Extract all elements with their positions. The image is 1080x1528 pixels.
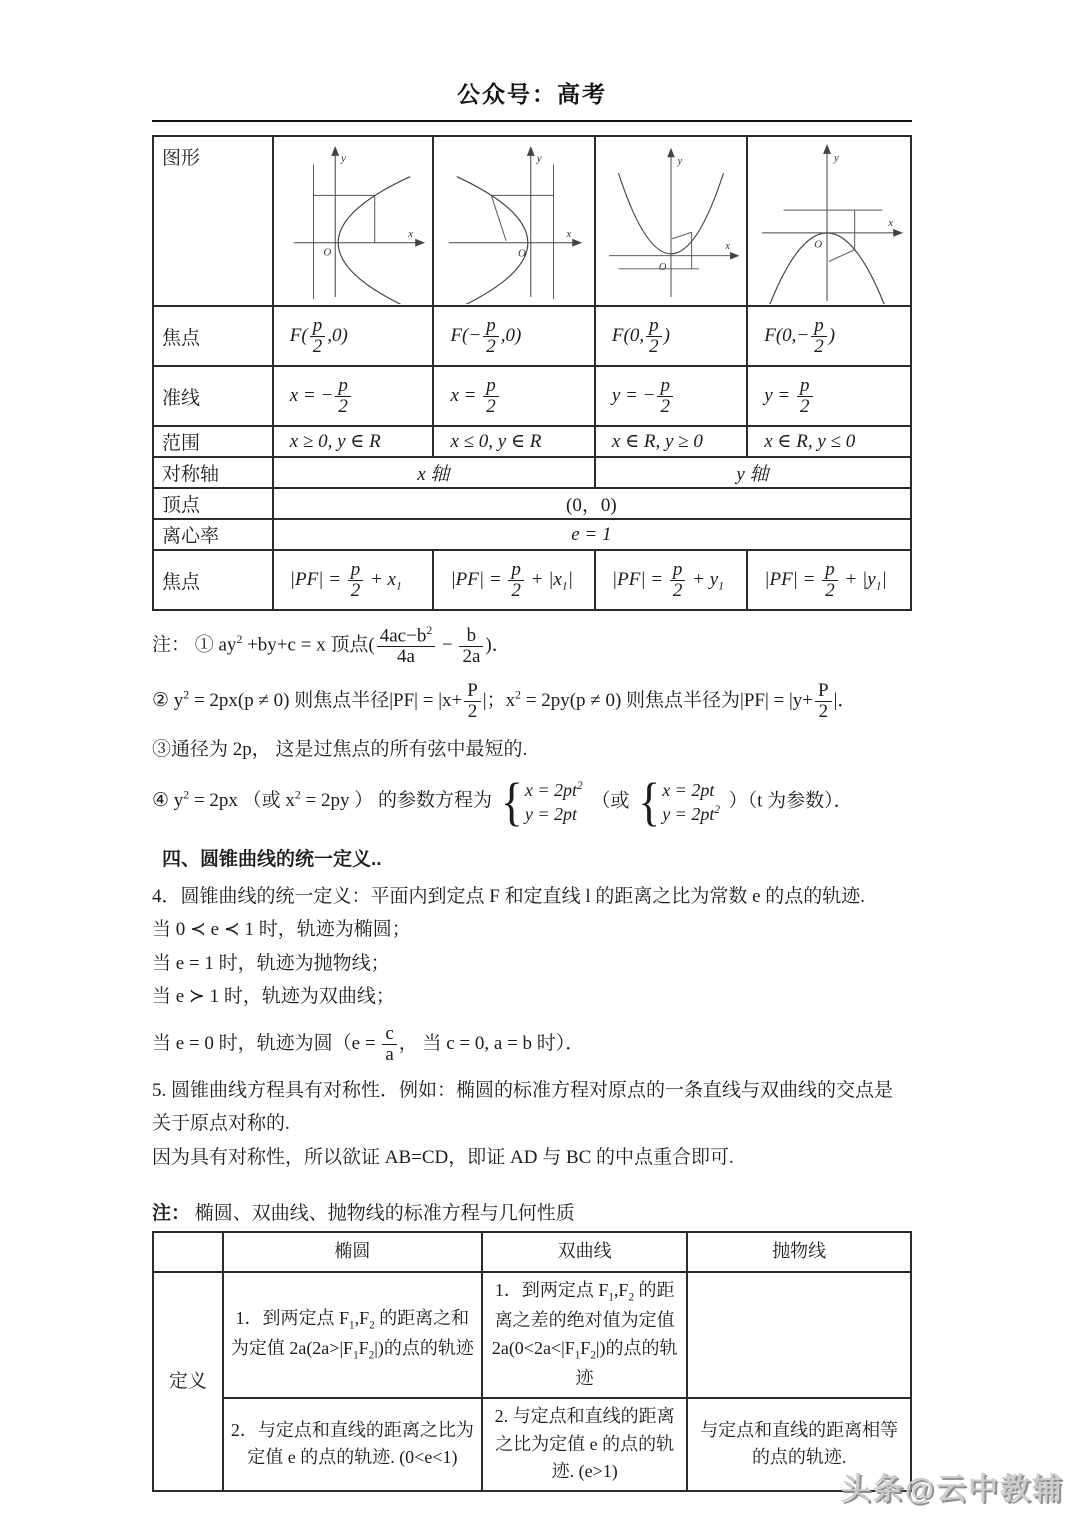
caption-text: 椭圆、双曲线、抛物线的标准方程与几何性质 <box>194 1203 575 1225</box>
note-4-mid: （或 <box>591 790 630 812</box>
row-label-focus: 焦点 <box>153 306 273 366</box>
parabola-right-graph <box>274 138 432 304</box>
focal-radius-cell: |PF| = $\frac{p}{2}$ + $x_1$ <box>273 550 434 610</box>
focal-segment <box>829 250 855 262</box>
x-axis-arrow <box>415 239 425 247</box>
parabola-properties-table <box>152 135 912 611</box>
table-row-graphs <box>153 136 911 306</box>
focus-cell: F( $\frac{p}{2}$ ,0) <box>273 306 434 366</box>
symmetry-axis-x-cell: x 轴 <box>273 457 595 488</box>
y-axis-arrow <box>527 146 535 156</box>
vertex-cell: (0，0) <box>273 488 911 519</box>
note-3: ③通径为 2p， 这是过焦点的所有弦中最短的. <box>152 739 528 761</box>
focal-segment <box>491 195 506 240</box>
focus-cell: F(− $\frac{p}{2}$ ,0) <box>433 306 594 366</box>
header-ellipse: 椭圆 <box>223 1232 482 1272</box>
eccentricity-cell: e = 1 <box>273 519 911 550</box>
parabola-left-graph <box>435 138 593 304</box>
axis-label-y: y <box>834 151 839 164</box>
definition-line: 4．圆锥曲线的统一定义：平面内到定点 F 和定直线 l 的距离之比为常数 e 的点的轨迹. <box>152 885 866 907</box>
section-heading: 四、圆锥曲线的统一定义.. <box>162 849 382 871</box>
range-cell: x ∈ R, y ≤ 0 <box>747 426 911 457</box>
table-row-focus <box>153 306 911 366</box>
graph-cell-down <box>747 136 911 306</box>
focal-segment <box>672 232 692 239</box>
header-parabola: 抛物线 <box>687 1232 911 1272</box>
definition-row-2 <box>153 1398 911 1492</box>
corner-cell <box>153 1232 223 1272</box>
origin-label: O <box>323 246 332 259</box>
focus-cell: F(0,− $\frac{p}{2}$ ) <box>747 306 911 366</box>
x-axis-arrow <box>893 229 903 237</box>
header-divider <box>152 120 912 122</box>
table-row-eccentricity <box>153 519 911 550</box>
graph-cell-right <box>273 136 434 306</box>
row-label-focal-radius: 焦点 <box>153 550 273 610</box>
table-row-focal-radius <box>153 550 911 610</box>
range-cell: x ≤ 0, y ∈ R <box>433 426 594 457</box>
table-row-range <box>153 426 911 457</box>
directrix-cell: x = − $\frac{p}{2}$ <box>273 366 434 426</box>
hyperbola-definition-1: 1．到两定点 $F_1,F_2$ 的距离之差的绝对值为定值 $2a(0<2a<|F_1F_2|)$的点的轨迹 <box>482 1272 687 1398</box>
origin-label: O <box>518 247 526 260</box>
axis-label-y: y <box>341 152 347 165</box>
row-label-symmetry-axis: 对称轴 <box>153 457 273 488</box>
header-hyperbola: 双曲线 <box>482 1232 687 1272</box>
range-cell: x ≥ 0, y ∈ R <box>273 426 434 457</box>
section-unified-definition <box>152 846 912 1172</box>
comparison-header-row <box>153 1232 911 1272</box>
note-2: ② $y^2 = 2px(p \ne 0)$ 则焦点半径|PF| = |x+ $\frac{P}{2}$ |；$x^2 = 2py(p \ne 0)$ 则焦点半径为|PF| = |y+ $\frac{P}{2}$ |． <box>152 680 857 723</box>
origin-label: O <box>814 238 823 251</box>
conic-comparison-table <box>152 1231 912 1492</box>
focal-radius-cell: |PF| = $\frac{p}{2}$ + $|x_1|$ <box>433 550 594 610</box>
graph-cell-left <box>433 136 594 306</box>
case-hyperbola: 当 e ≻ 1 时，轨迹为双曲线； <box>152 986 395 1008</box>
comparison-table-caption <box>152 1198 912 1225</box>
x-axis-arrow <box>730 252 739 260</box>
focal-radius-cell: |PF| = $\frac{p}{2}$ + $y_1$ <box>595 550 747 610</box>
axis-label-x: x <box>888 216 894 229</box>
paragraph-5-line-3: 因为具有对称性，所以欲证 AB=CD，即证 AD 与 BC 的中点重合即可. <box>152 1146 734 1168</box>
symmetry-axis-y-cell: y 轴 <box>595 457 911 488</box>
axis-label-x: x <box>566 227 572 240</box>
parabola-up-graph <box>596 138 746 304</box>
parametric-eq: $y = 2pt^2$ <box>662 803 720 824</box>
parabola-definition-2: 与定点和直线的距离相等的点的轨迹. <box>687 1398 911 1492</box>
table-row-symmetry-axis <box>153 457 911 488</box>
page-content <box>152 0 912 1492</box>
brace-glyph: { <box>638 772 661 832</box>
range-cell: x ∈ R, y ≥ 0 <box>595 426 747 457</box>
note-4-pre: ④ $y^2 = 2px$ （或 $x^2 = 2py$ ） 的参数方程为 <box>152 788 493 812</box>
graph-cell-up <box>595 136 747 306</box>
note-4-post: ）（t 为参数）． <box>728 790 853 812</box>
row-label-range: 范围 <box>153 426 273 457</box>
notes-section <box>152 624 912 832</box>
note-4 <box>152 772 912 832</box>
watermark: 头条@云中教辅 <box>840 1473 1064 1506</box>
parametric-system-2 <box>638 772 720 832</box>
definition-row-1 <box>153 1272 911 1398</box>
axis-label-y: y <box>677 155 683 167</box>
row-label-eccentricity: 离心率 <box>153 519 273 550</box>
parametric-system-1 <box>500 772 583 832</box>
axis-label-x: x <box>408 227 414 240</box>
parametric-eq: x = 2pt <box>662 779 715 800</box>
case-ellipse: 当 0 ≺ e ≺ 1 时，轨迹为椭圆； <box>152 919 411 941</box>
origin-label: O <box>658 261 667 273</box>
y-axis-arrow <box>823 144 831 154</box>
table-row-vertex <box>153 488 911 519</box>
paragraph-5-line-2: 关于原点对称的. <box>152 1113 290 1135</box>
ellipse-definition-1: 1．到两定点 $F_1,F_2$ 的距离之和为定值 $2a(2a>|F_1F_2|)$的点的轨迹 <box>223 1272 482 1398</box>
axis-label-y: y <box>536 152 542 165</box>
paragraph-5-line-1: 5. 圆锥曲线方程具有对称性．例如：椭圆的标准方程对原点的一条直线与双曲线的交点是 <box>152 1079 894 1101</box>
parabola-definition-1 <box>687 1272 911 1398</box>
parametric-eq: y = 2pt <box>524 803 577 824</box>
focus-cell: F(0, $\frac{p}{2}$ ) <box>595 306 747 366</box>
table-row-directrix <box>153 366 911 426</box>
row-label-directrix: 准线 <box>153 366 273 426</box>
parametric-eq: $x = 2pt^2$ <box>524 779 583 800</box>
definition-label: 定义 <box>153 1272 223 1491</box>
directrix-cell: y = − $\frac{p}{2}$ <box>595 366 747 426</box>
directrix-cell: x = $\frac{p}{2}$ <box>433 366 594 426</box>
focal-radius-cell: |PF| = $\frac{p}{2}$ + $|y_1|$ <box>747 550 911 610</box>
parabola-down-graph <box>750 138 908 304</box>
axis-label-x: x <box>725 241 731 253</box>
row-label-graph: 图形 <box>153 136 273 306</box>
caption-prefix: 注： <box>152 1203 191 1225</box>
case-circle: 当 e = 0 时，轨迹为圆（e = $\frac{c}{a}$ ， 当 c = 0, a = b 时）． <box>152 1022 585 1065</box>
note-1: 注： ① $ay^2 +by+c = x$ 顶点( $\frac{4ac-b^2}{4a}$ − $\frac{b}{2a}$ )． <box>152 624 511 668</box>
y-axis-arrow <box>667 148 675 157</box>
ellipse-definition-2: 2．与定点和直线的距离之比为定值 e 的点的轨迹. (0<e<1) <box>223 1398 482 1492</box>
x-axis-arrow <box>572 239 582 247</box>
case-parabola: 当 e = 1 时，轨迹为抛物线； <box>152 952 390 974</box>
directrix-cell: y = $\frac{p}{2}$ <box>747 366 911 426</box>
brace-glyph: { <box>500 772 523 832</box>
row-label-vertex: 顶点 <box>153 488 273 519</box>
y-axis-arrow <box>331 146 339 156</box>
hyperbola-definition-2: 2. 与定点和直线的距离之比为定值 e 的点的轨迹. (e>1) <box>482 1398 687 1492</box>
page-title: 公众号：高考 <box>457 81 607 107</box>
